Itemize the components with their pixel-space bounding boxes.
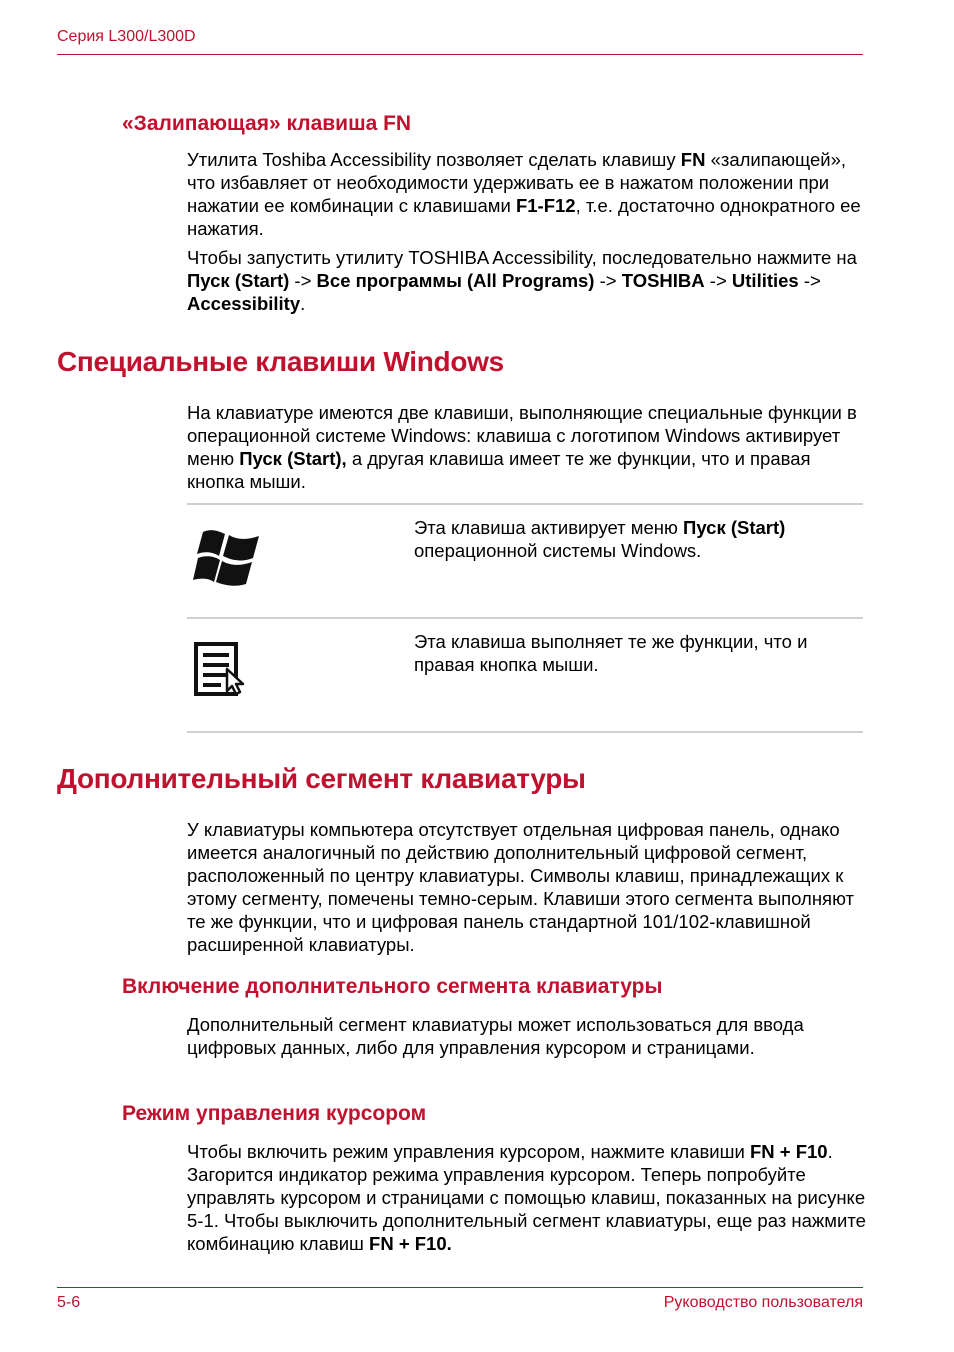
windows-key-description: Эта клавиша активирует меню Пуск (Start) операционной системы Windows. [414, 517, 786, 561]
footer-manual-title: Руководство пользователя [663, 1294, 863, 1311]
table-rule-middle [187, 617, 863, 619]
footer-rule [57, 1287, 863, 1288]
section-fn-paragraph-1: Утилита Toshiba Accessibility позволяет сделать клавишу FN «залипающей», что избавляет от необходимости удерживать ее в нажатом положении при нажатии ее комбинации с клавишами F1-F12, т.е. достаточно однократного ее нажатия. [187, 149, 861, 239]
table-rule-top [187, 503, 863, 505]
section-windows-paragraph: На клавиатуре имеются две клавиши, выполняющие специальные функции в операционной системе Windows: клавиша с логотипом Windows активирует меню Пуск (Start), а другая клавиша имеет те же функции, что и правая кнопка мыши. [187, 402, 857, 492]
application-key-description: Эта клавиша выполняет те же функции, что и правая кнопка мыши. [414, 631, 808, 675]
header-rule [57, 54, 863, 55]
subsection-cursor-title: Режим управления курсором [122, 1102, 427, 1125]
windows-logo-icon [193, 528, 263, 588]
footer-page-number: 5-6 [57, 1294, 81, 1311]
table-rule-bottom [187, 731, 863, 733]
application-key-icon [193, 641, 249, 697]
section-windows-title: Специальные клавиши Windows [57, 346, 504, 377]
subsection-cursor-paragraph: Чтобы включить режим управления курсором, нажмите клавиши FN + F10. Загорится индикатор режима управления курсором. Теперь попробуйте управлять курсором и страницами с помощью клавиш, показанных на рисунке 5-1. Чтобы выключить дополнительный сегмент клавиатуры, еще раз нажмите комбинацию клавиш FN + F10. [187, 1141, 866, 1254]
section-fn-title: «Залипающая» клавиша FN [122, 112, 412, 135]
subsection-enable-title: Включение дополнительного сегмента клавиатуры [122, 975, 663, 998]
subsection-enable-paragraph: Дополнительный сегмент клавиатуры может использоваться для ввода цифровых данных, либо для управления курсором и страницами. [187, 1014, 804, 1058]
section-keypad-title: Дополнительный сегмент клавиатуры [57, 763, 586, 794]
section-keypad-paragraph: У клавиатуры компьютера отсутствует отдельная цифровая панель, однако имеется аналогичный по действию дополнительный цифровой сегмент, расположенный по центру клавиатуры. Символы клавиш, принадлежащих к этому сегменту, помечены темно-серым. Клавиши этого сегмента выполняют те же функции, что и цифровая панель стандартной 101/102-клавишной расширенной клавиатуры. [187, 819, 855, 955]
header-series: Серия L300/L300D [57, 28, 196, 45]
section-fn-paragraph-2: Чтобы запустить утилиту TOSHIBA Accessibility, последовательно нажмите на Пуск (Start) -> Все программы (All Programs) -> TOSHIBA -> Utilities -> Accessibility. [187, 247, 857, 314]
